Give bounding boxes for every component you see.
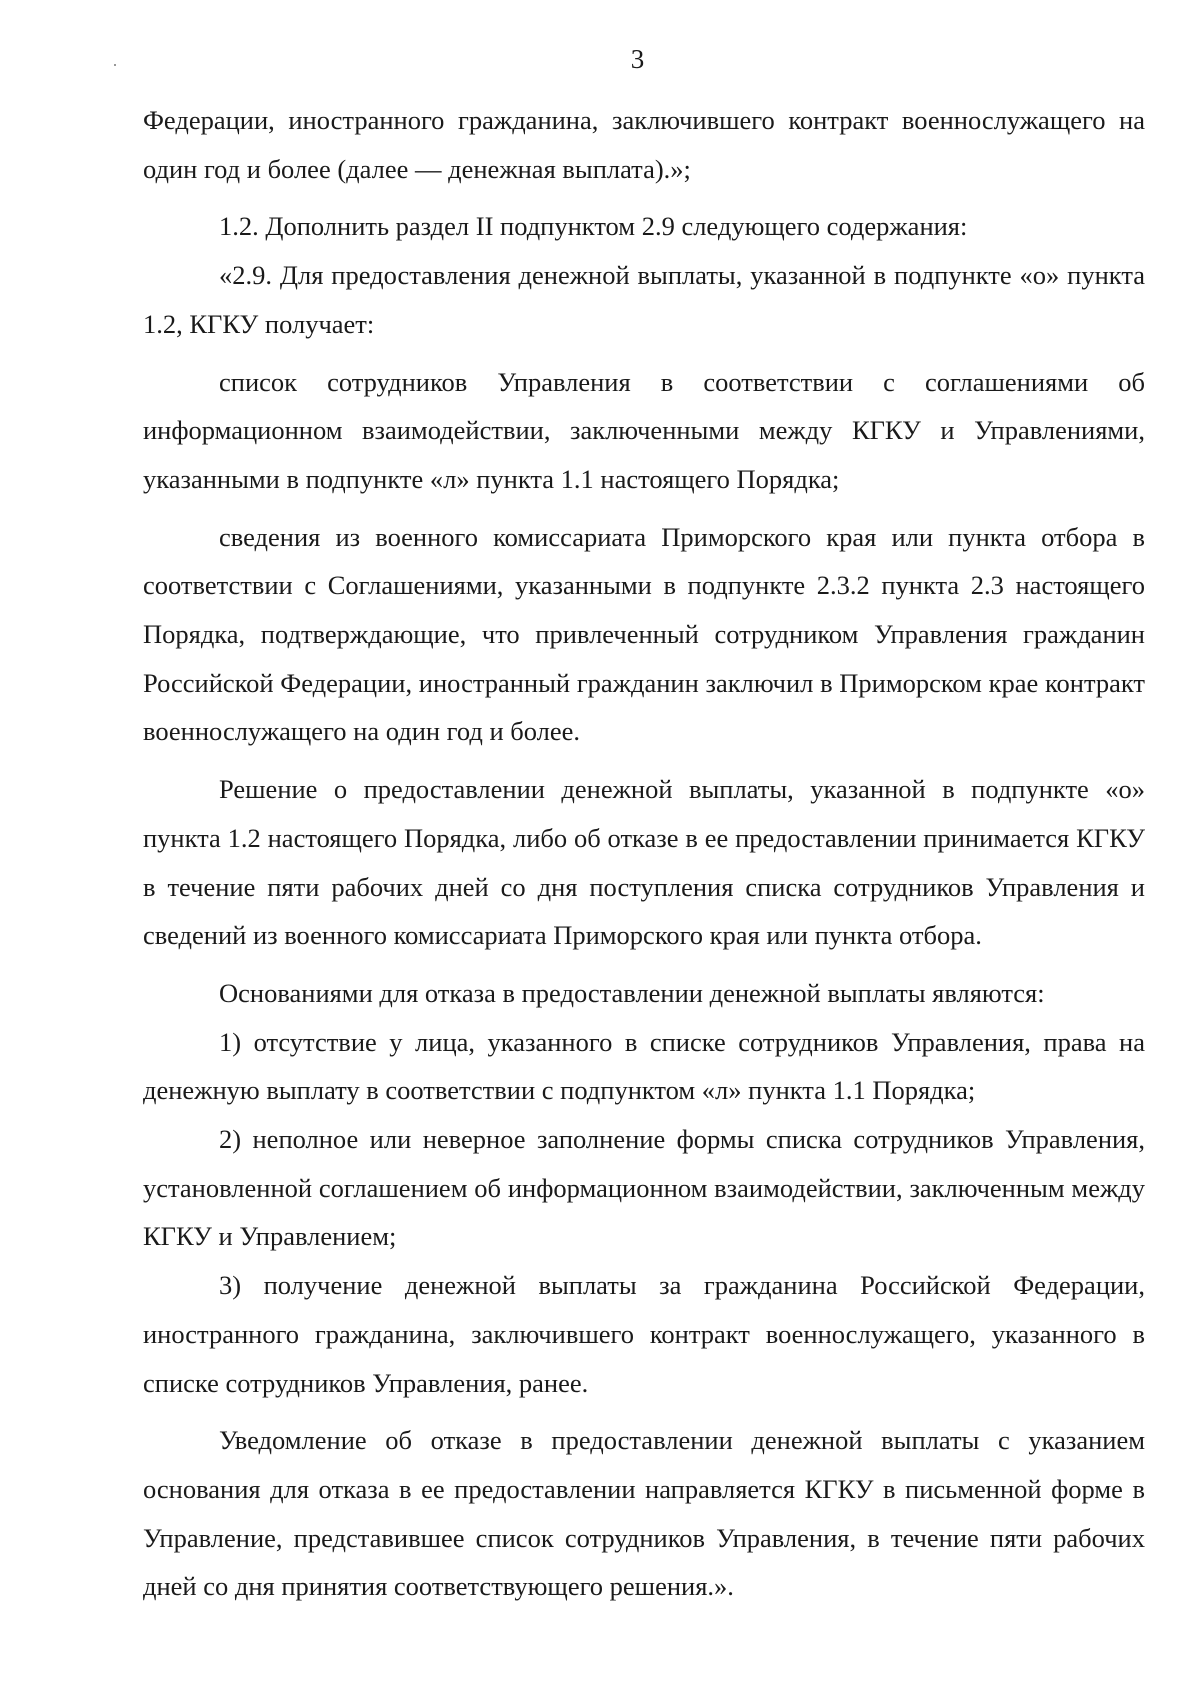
page-number: 3	[630, 44, 645, 74]
paragraph-1-2: 1.2. Дополнить раздел II подпунктом 2.9 следующего содержания:	[219, 211, 968, 242]
paragraph-ground-3: 3) получение денежной выплаты за гражданина Российской Федерации, иностранного гражданина, заключившего контракт военнослужащего, указанного в списке сотрудников Управления, ранее.	[143, 1270, 1145, 1398]
paragraph-refusal-notice: Уведомление об отказе в предоставлении денежной выплаты с указанием основания для отказа в ее предоставлении направляется КГКУ в письменной форме в Управление, представившее список сотрудников Управления, в течение пяти рабочих дней со дня принятия соответствующего решения.».	[143, 1425, 1145, 1602]
paragraph-refusal-grounds: Основаниями для отказа в предоставлении денежной выплаты являются:	[219, 977, 1045, 1008]
paragraph-ground-2: 2) неполное или неверное заполнение формы списка сотрудников Управления, установленной соглашением об информационном взаимодействии, заключенным между КГКУ и Управлением;	[143, 1124, 1145, 1252]
paragraph-2-9-intro: «2.9. Для предоставления денежной выплаты, указанной в подпункте «о» пункта 1.2, КГКУ получает:	[143, 260, 1145, 339]
paragraph-decision: Решение о предоставлении денежной выплаты, указанной в подпункте «о» пункта 1.2 настоящего Порядка, либо об отказе в ее предоставлении принимается КГКУ в течение пяти рабочих дней со дня поступления списка сотрудников Управления и сведений из военного комиссариата Приморского края или пункта отбора.	[143, 774, 1145, 951]
paragraph-commissariat-info: сведения из военного комиссариата Приморского края или пункта отбора в соответствии с Соглашениями, указанными в подпункте 2.3.2 пункта 2.3 настоящего Порядка, подтверждающие, что привлеченный сотрудником Управления гражданин Российской Федерации, иностранный гражданин заключил в Приморском крае контракт военнослужащего на один год и более.	[143, 521, 1145, 747]
paragraph-continuation: Федерации, иностранного гражданина, заключившего контракт военнослужащего на один год и более (далее — денежная выплата).»;	[143, 105, 1145, 184]
paragraph-ground-1: 1) отсутствие у лица, указанного в списке сотрудников Управления, права на денежную выплату в соответствии с подпунктом «л» пункта 1.1 Порядка;	[143, 1026, 1145, 1106]
document-body	[143, 96, 1145, 1611]
paragraph-employee-list: список сотрудников Управления в соответствии с соглашениями об информационном взаимодействии, заключенными между КГКУ и Управлениями, указанными в подпункте «л» пункта 1.1 настоящего Порядка;	[143, 366, 1145, 494]
